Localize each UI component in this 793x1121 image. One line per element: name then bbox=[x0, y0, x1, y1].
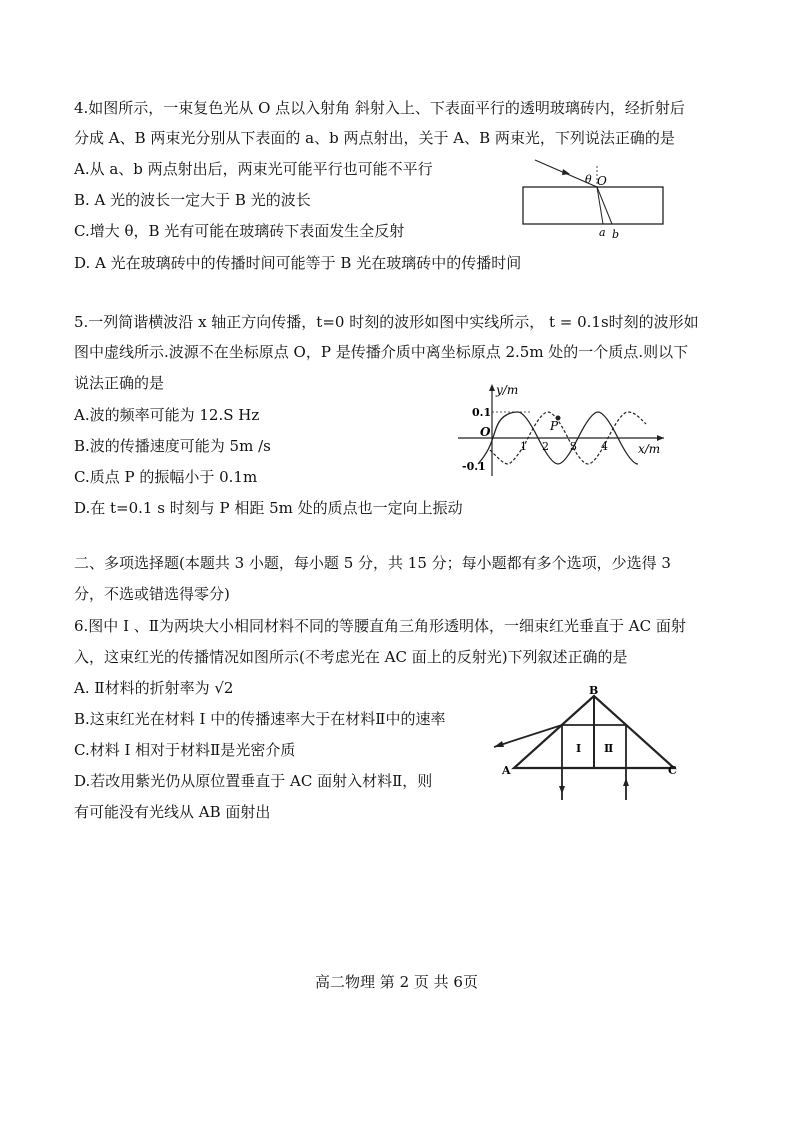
q6-stem-line-1: 6.图中 Ⅰ 、Ⅱ为两块大小相同材料不同的等腰直角三角形透明体，一细束红光垂直于 AC 面射 bbox=[74, 617, 686, 635]
point-o-label: O bbox=[597, 174, 607, 188]
origin-label: O bbox=[480, 425, 491, 439]
region-1-label: Ⅰ bbox=[576, 742, 582, 755]
vertex-a-label: A bbox=[502, 764, 511, 777]
y-tick-neg-0-1: -0.1 bbox=[462, 460, 486, 473]
page-footer: 高二物理 第 2 页 共 6页 bbox=[315, 973, 478, 991]
incident-arrow bbox=[562, 169, 570, 175]
q6-option-d-continued: 有可能没有光线从 AB 面射出 bbox=[74, 803, 271, 821]
ray-b bbox=[597, 187, 612, 224]
x-axis-arrow bbox=[657, 435, 664, 441]
q4-option-d: D. A 光在玻璃砖中的传播时间可能等于 B 光在玻璃砖中的传播时间 bbox=[74, 254, 522, 272]
q4-glass-figure bbox=[515, 154, 675, 244]
q5-stem-line-2: 图中虚线所示.波源不在坐标原点 O，P 是传播介质中离坐标原点 2.5m 处的一个质点.则以下 bbox=[74, 343, 689, 361]
q6-option-d: D.若改用紫光仍从原位置垂直于 AC 面射入材料Ⅱ，则 bbox=[74, 772, 433, 790]
y-tick-0-1: 0.1 bbox=[472, 406, 492, 419]
arrow-down-left bbox=[559, 786, 565, 794]
point-p-label: P bbox=[550, 419, 559, 433]
vertex-c-label: C bbox=[668, 764, 677, 777]
q4-stem-line-1: 4.如图所示，一束复色光从 O 点以入射角 斜射入上、下表面平行的透明玻璃砖内，经折射后 bbox=[74, 99, 685, 117]
ray-a bbox=[597, 187, 603, 224]
x-axis-label: x/m bbox=[638, 442, 661, 456]
y-axis-arrow bbox=[489, 384, 495, 391]
q6-option-a: A. Ⅱ材料的折射率为 √2 bbox=[74, 679, 234, 697]
q5-wave-figure bbox=[452, 380, 674, 478]
q6-stem-line-2: 入，这束红光的传播情况如图所示(不考虑光在 AC 面上的反射光)下列叙述正确的是 bbox=[74, 648, 628, 666]
q4-stem-line-2: 分成 A、B 两束光分别从下表面的 a、b 两点射出，关于 A、B 两束光，下列说法正确的是 bbox=[74, 129, 675, 147]
point-a-label: a bbox=[599, 226, 606, 239]
arrow-up-right bbox=[623, 778, 629, 786]
q5-option-c: C.质点 P 的振幅小于 0.1m bbox=[74, 468, 258, 486]
q5-stem-line-1: 5.一列简谐横波沿 x 轴正方向传播，t=0 时刻的波形如图中实线所示， t = 0.1s时刻的波形如 bbox=[74, 313, 699, 331]
x-tick-4: 4 bbox=[601, 440, 608, 453]
q6-prism-figure bbox=[490, 684, 680, 804]
q4-option-c: C.增大 θ，B 光有可能在玻璃砖下表面发生全反射 bbox=[74, 222, 405, 240]
section2-line-1: 二、多项选择题(本题共 3 小题，每小题 5 分，共 15 分；每小题都有多个选项，少选得 3 bbox=[74, 554, 671, 572]
light-exit-ray bbox=[494, 725, 562, 747]
glass-brick bbox=[523, 187, 663, 224]
section2-line-2: 分，不选或错选得零分) bbox=[74, 585, 230, 603]
region-2-label: Ⅱ bbox=[604, 742, 614, 755]
arrow-exit bbox=[494, 741, 504, 747]
q5-stem-line-3: 说法正确的是 bbox=[74, 374, 165, 392]
x-tick-2: 2 bbox=[542, 440, 549, 453]
x-tick-3: 3 bbox=[570, 440, 577, 453]
theta-label: θ bbox=[585, 173, 592, 186]
q5-option-d: D.在 t=0.1 s 时刻与 P 相距 5m 处的质点也一定向上振动 bbox=[74, 499, 463, 517]
x-tick-1: 1 bbox=[520, 440, 527, 453]
q4-option-b: B. A 光的波长一定大于 B 光的波长 bbox=[74, 191, 311, 209]
vertex-b-label: B bbox=[589, 684, 599, 697]
q5-option-b: B.波的传播速度可能为 5m /s bbox=[74, 437, 271, 455]
q6-option-b: B.这束红光在材料 Ⅰ 中的传播速率大于在材料Ⅱ中的速率 bbox=[74, 710, 446, 728]
q6-option-c: C.材料 Ⅰ 相对于材料Ⅱ是光密介质 bbox=[74, 741, 296, 759]
q5-option-a: A.波的频率可能为 12.S Hz bbox=[74, 406, 260, 424]
point-b-label: b bbox=[612, 228, 620, 241]
y-axis-label: y/m bbox=[496, 383, 519, 397]
q4-option-a: A.从 a、b 两点射出后，两束光可能平行也可能不平行 bbox=[74, 160, 433, 178]
